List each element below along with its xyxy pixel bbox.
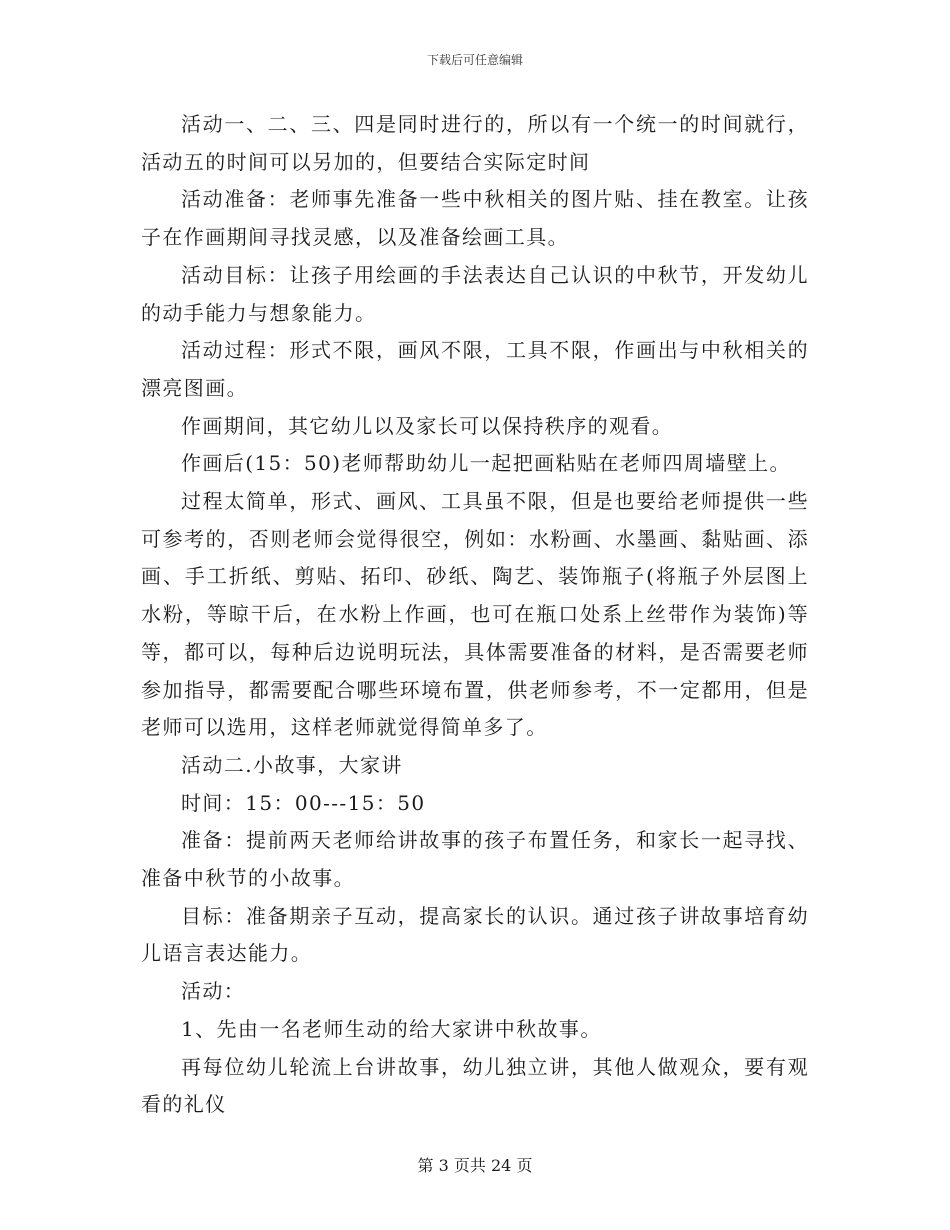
paragraph: 作画后(15：50)老师帮助幼儿一起把画粘贴在老师四周墙壁上。 [181, 451, 791, 476]
section-heading: 活动二.小故事，大家讲 [181, 752, 403, 777]
page-footer: 第 3 页共 24 页 [417, 1156, 533, 1175]
page-header: 下载后可任意编辑 [426, 53, 523, 67]
paragraph: 活动一、二、三、四是同时进行的，所以有一个统一的时间就行，活动五的时间可以另加的，但要结合实际定时间 [141, 112, 809, 174]
paragraph: 目标：准备期亲子互动，提高家长的认识。通过孩子讲故事培育幼儿语言表达能力。 [141, 903, 809, 966]
paragraph: 活动目标：让孩子用绘画的手法表达自己认识的中秋节，开发幼儿的动手能力与想象能力。 [141, 262, 809, 325]
paragraph: 过程太简单，形式、画风、工具虽不限，但是也要给老师提供一些可参考的，否则老师会觉得很空，例如：水粉画、水墨画、黏贴画、添画、手工折纸、剪贴、拓印、砂纸、陶艺、装饰瓶子(将瓶子外层图上水粉，等晾干后，在水粉上作画，也可在瓶口处系上丝带作为装饰)等等，都可以，每种后边说明玩法，具体需要准备的材料，是否需要老师参加指导，都需要配合哪些环境布置，供老师参考，不一定都用，但是老师可以选用，这样老师就觉得简单多了。 [141, 489, 809, 740]
paragraph: 活动： [181, 979, 246, 1004]
paragraph: 时间：15：00---15：50 [181, 790, 426, 815]
paragraph: 再每位幼儿轮流上台讲故事，幼儿独立讲，其他人做观众，要有观看的礼仪 [141, 1054, 809, 1117]
paragraph: 作画期间，其它幼儿以及家长可以保持秩序的观看。 [181, 413, 674, 438]
paragraph: 活动过程：形式不限，画风不限，工具不限，作画出与中秋相关的漂亮图画。 [141, 338, 809, 400]
paragraph: 活动准备：老师事先准备一些中秋相关的图片贴、挂在教室。让孩子在作画期间寻找灵感，以及准备绘画工具。 [141, 187, 809, 250]
paragraph: 准备：提前两天老师给讲故事的孩子布置任务，和家长一起寻找、准备中秋节的小故事。 [141, 828, 809, 891]
document-body [141, 106, 809, 1124]
paragraph: 1、先由一名老师生动的给大家讲中秋故事。 [181, 1016, 602, 1041]
